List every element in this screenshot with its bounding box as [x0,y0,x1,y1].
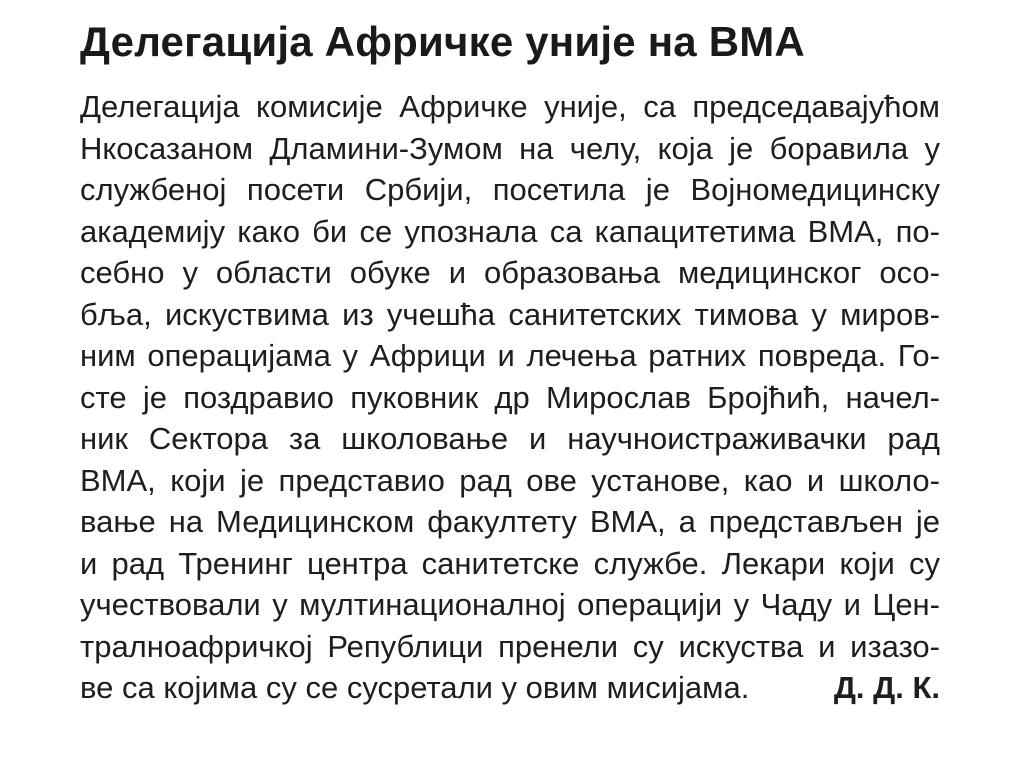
article-line: ник Сектора за школовање и научноистраживачки рад [80,421,940,456]
article-last-line-text: ве са којима су се сусретали у овим мисијама. [80,670,750,705]
article-line: ним операцијама у Африци и лечења ратних повреда. Го- [80,338,940,373]
article-headline: Делегација Афричке уније на ВМА [80,18,805,65]
article-line: службеној посети Србији, посетила је Војномедицинску [80,172,940,207]
article-line: Делегација комисије Афричке уније, са председавајућом [80,89,940,124]
article-line: бља, искуствима из учешћа санитетских тимова у миров- [80,296,940,332]
article-line: себно у области обуке и образовања медицинског осо- [80,255,940,290]
article-body [80,86,940,709]
author-signature: Д. Д. К. [833,670,940,705]
article-line: учествовали у мултинационалној операцији у Чаду и Цен- [80,587,940,622]
article-line: вање на Медицинском факултету ВМА, а представљен је [80,504,940,539]
article-line: тралноафричкој Републици пренели су искуства и изазо- [80,628,940,664]
article-line: ВМА, који је представио рад ове установе, као и школо- [80,462,940,498]
article-line: и рад Тренинг центра санитетске службе. Лекари који су [80,545,940,581]
article-line: Нкосазаном Дламини-Зумом на челу, која је боравила у [80,130,940,166]
article-last-line [80,667,940,709]
article-line: сте је поздравио пуковник др Мирослав Бројћић, начел- [80,379,940,415]
article-line: академију како би се упознала са капацитетима ВМА, по- [80,213,940,249]
